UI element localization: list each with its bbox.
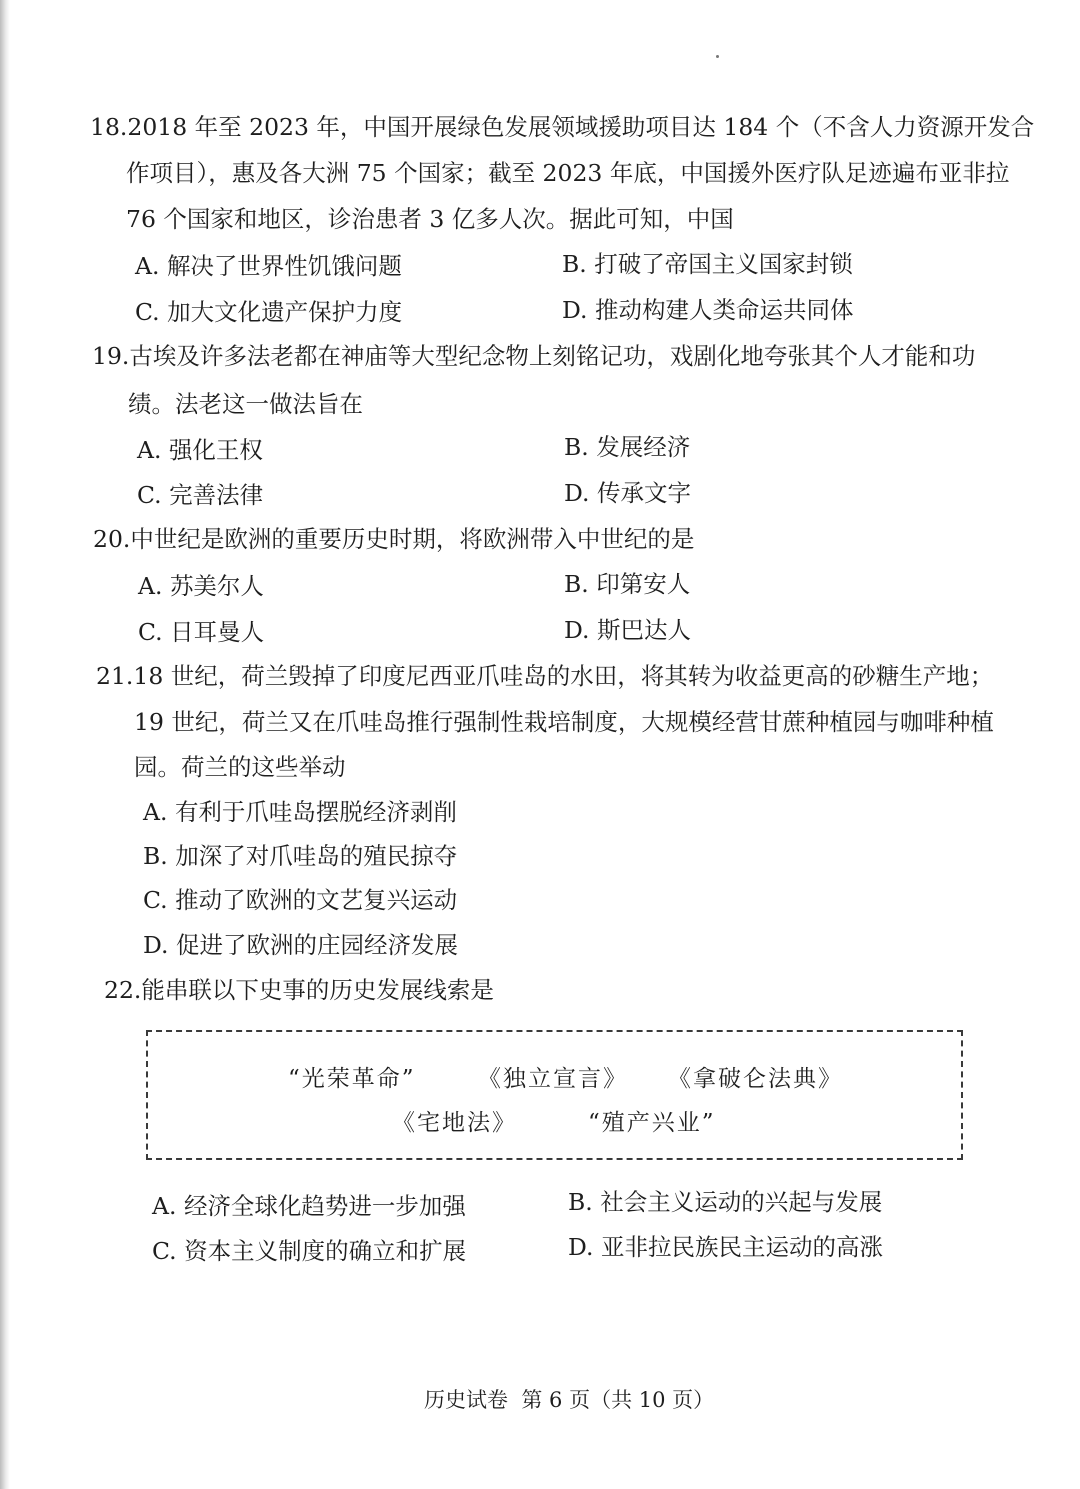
q21-line-2: 19 世纪，荷兰又在爪哇岛推行强制性栽培制度，大规模经营甘蔗种植园与咖啡种植 bbox=[134, 708, 994, 736]
q19-line-2: 绩。法老这一做法旨在 bbox=[128, 390, 363, 418]
q22-term-homestead-act: 《宅地法》 bbox=[392, 1110, 517, 1136]
q22-line-1: 22.能串联以下史事的历史发展线索是 bbox=[104, 976, 494, 1004]
q21-option-a[interactable]: A. 有利于爪哇岛摆脱经济剥削 bbox=[143, 798, 457, 826]
q22-option-a[interactable]: A. 经济全球化趋势进一步加强 bbox=[152, 1192, 466, 1220]
q19-option-c[interactable]: C. 完善法律 bbox=[137, 481, 264, 509]
q18-option-b[interactable]: B. 打破了帝国主义国家封锁 bbox=[562, 250, 853, 278]
q21-option-d[interactable]: D. 促进了欧洲的庄园经济发展 bbox=[143, 931, 458, 959]
q22-option-b[interactable]: B. 社会主义运动的兴起与发展 bbox=[568, 1188, 883, 1216]
q21-option-c[interactable]: C. 推动了欧洲的文艺复兴运动 bbox=[143, 886, 458, 914]
q20-option-b[interactable]: B. 印第安人 bbox=[564, 570, 691, 598]
q20-line-1: 20.中世纪是欧洲的重要历史时期，将欧洲带入中世纪的是 bbox=[93, 525, 695, 553]
q22-option-d[interactable]: D. 亚非拉民族民主运动的高涨 bbox=[568, 1233, 883, 1261]
q18-line-1: 18.2018 年至 2023 年，中国开展绿色发展领域援助项目达 184 个（不含人力资源开发合 bbox=[90, 113, 1035, 141]
q22-term-industry-promotion: “殖产兴业” bbox=[588, 1110, 716, 1136]
q22-term-glorious-revolution: “光荣革命” bbox=[288, 1066, 416, 1092]
q22-evidence-box bbox=[146, 1030, 963, 1160]
q19-option-d[interactable]: D. 传承文字 bbox=[564, 479, 691, 507]
q20-option-a[interactable]: A. 苏美尔人 bbox=[138, 572, 264, 600]
footer-subject: 历史试卷 bbox=[424, 1388, 508, 1412]
scan-speck bbox=[716, 55, 719, 58]
q19-number: 19. bbox=[92, 342, 130, 370]
q19-option-a[interactable]: A. 强化王权 bbox=[137, 436, 263, 464]
q18-line-3: 76 个国家和地区，诊治患者 3 亿多人次。据此可知，中国 bbox=[126, 205, 734, 233]
scan-edge-shadow bbox=[0, 0, 10, 1489]
q21-line-1: 21.18 世纪，荷兰毁掉了印度尼西亚爪哇岛的水田，将其转为收益更高的砂糖生产地； bbox=[96, 662, 994, 690]
q18-number: 18. bbox=[90, 113, 128, 141]
q18-option-c[interactable]: C. 加大文化遗产保护力度 bbox=[135, 298, 403, 326]
q18-line-2: 作项目），惠及各大洲 75 个国家；截至 2023 年底，中国援外医疗队足迹遍布亚非拉 bbox=[126, 159, 1010, 187]
q21-option-b[interactable]: B. 加深了对爪哇岛的殖民掠夺 bbox=[143, 842, 458, 870]
q20-option-d[interactable]: D. 斯巴达人 bbox=[564, 616, 691, 644]
q22-option-c[interactable]: C. 资本主义制度的确立和扩展 bbox=[152, 1237, 467, 1265]
q21-line-3: 园。荷兰的这些举动 bbox=[134, 753, 346, 781]
q18-option-d[interactable]: D. 推动构建人类命运共同体 bbox=[562, 296, 854, 324]
q18-option-a[interactable]: A. 解决了世界性饥饿问题 bbox=[135, 252, 402, 280]
footer-page-info: 第 6 页（共 10 页） bbox=[521, 1388, 715, 1412]
q22-term-declaration-independence: 《独立宣言》 bbox=[478, 1066, 628, 1092]
q20-option-c[interactable]: C. 日耳曼人 bbox=[138, 618, 265, 646]
q19-option-b[interactable]: B. 发展经济 bbox=[564, 433, 691, 461]
q20-number: 20. bbox=[93, 525, 131, 553]
q21-number: 21. bbox=[96, 662, 134, 690]
q22-number: 22. bbox=[104, 976, 142, 1004]
q19-line-1: 19.古埃及许多法老都在神庙等大型纪念物上刻铭记功，戏剧化地夸张其个人才能和功 bbox=[92, 342, 976, 370]
page-footer bbox=[424, 1386, 714, 1414]
q22-term-napoleonic-code: 《拿破仑法典》 bbox=[668, 1066, 843, 1092]
